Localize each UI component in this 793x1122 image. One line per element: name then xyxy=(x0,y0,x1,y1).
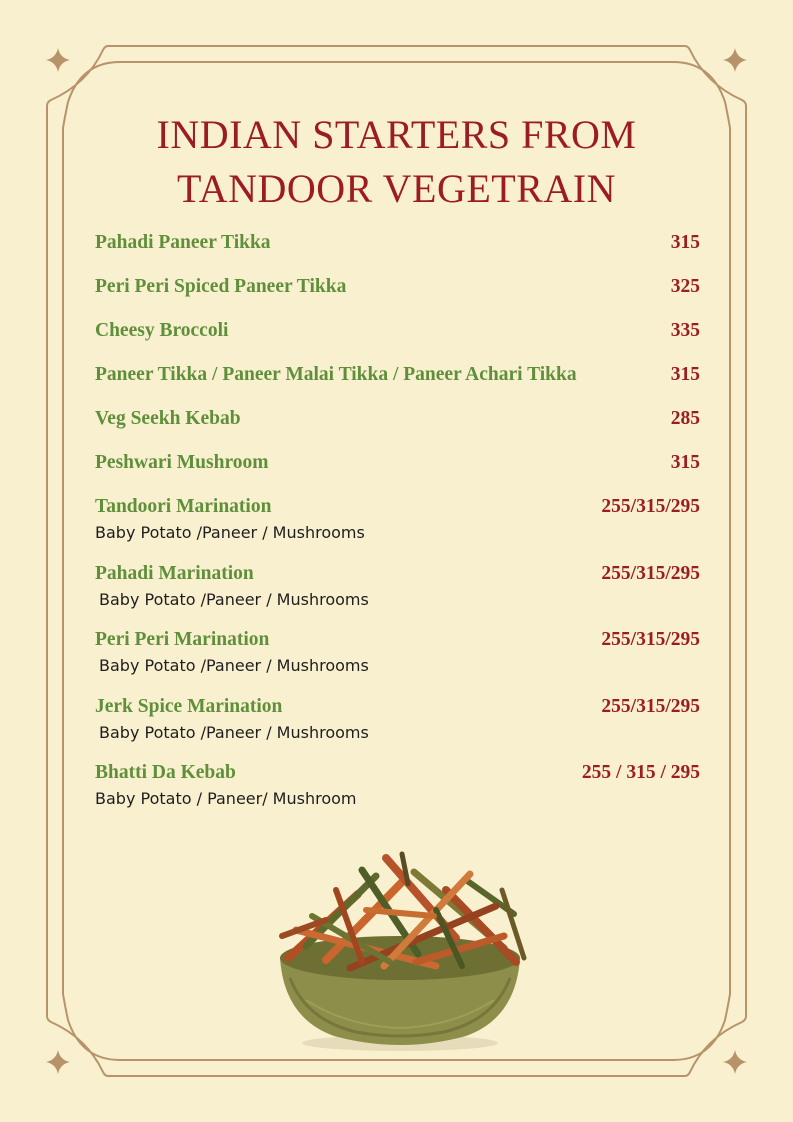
item-name: Bhatti Da Kebab xyxy=(95,762,236,783)
item-name: Peri Peri Spiced Paneer Tikka xyxy=(95,276,347,297)
item-name: Pahadi Marination xyxy=(95,563,254,584)
menu-item xyxy=(95,696,700,742)
menu-item xyxy=(95,364,700,386)
menu-item xyxy=(95,452,700,474)
sparkle-icon-top-left xyxy=(46,48,70,72)
menu-item xyxy=(95,408,700,430)
title-line-1: INDIAN STARTERS FROM xyxy=(156,112,637,157)
item-price: 255/315/295 xyxy=(601,696,700,717)
item-description: Baby Potato /Paneer / Mushrooms xyxy=(99,656,369,675)
item-description: Baby Potato /Paneer / Mushrooms xyxy=(99,723,369,742)
menu-item xyxy=(95,563,700,609)
item-name: Pahadi Paneer Tikka xyxy=(95,232,271,253)
menu-item xyxy=(95,276,700,298)
menu-item xyxy=(95,629,700,675)
menu-item xyxy=(95,762,700,808)
sparkle-icon-bottom-right xyxy=(723,1050,747,1074)
item-price: 315 xyxy=(670,232,700,253)
item-price: 255/315/295 xyxy=(601,629,700,650)
menu-item xyxy=(95,496,700,542)
page-title xyxy=(0,108,793,216)
item-name: Jerk Spice Marination xyxy=(95,696,283,717)
item-price: 315 xyxy=(670,452,700,473)
item-name: Tandoori Marination xyxy=(95,496,272,517)
item-price: 255 / 315 / 295 xyxy=(581,762,700,783)
menu-item xyxy=(95,320,700,342)
sparkle-icon-top-right xyxy=(723,48,747,72)
title-line-2: TANDOOR VEGETRAIN xyxy=(177,166,616,211)
item-price: 325 xyxy=(670,276,700,297)
item-name: Peshwari Mushroom xyxy=(95,452,269,473)
item-description: Baby Potato /Paneer / Mushrooms xyxy=(95,523,365,542)
sparkle-icon-bottom-left xyxy=(46,1050,70,1074)
menu-item xyxy=(95,232,700,254)
item-name: Peri Peri Marination xyxy=(95,629,270,650)
item-name: Paneer Tikka / Paneer Malai Tikka / Paneer Achari Tikka xyxy=(95,364,577,385)
item-description: Baby Potato / Paneer/ Mushroom xyxy=(95,789,357,808)
item-price: 285 xyxy=(670,408,700,429)
item-price: 315 xyxy=(670,364,700,385)
bhindi-kurkure-bowl-icon xyxy=(266,850,534,1055)
item-price: 255/315/295 xyxy=(601,496,700,517)
item-price: 335 xyxy=(670,320,700,341)
item-price: 255/315/295 xyxy=(601,563,700,584)
item-name: Cheesy Broccoli xyxy=(95,320,229,341)
item-description: Baby Potato /Paneer / Mushrooms xyxy=(99,590,369,609)
item-name: Veg Seekh Kebab xyxy=(95,408,241,429)
